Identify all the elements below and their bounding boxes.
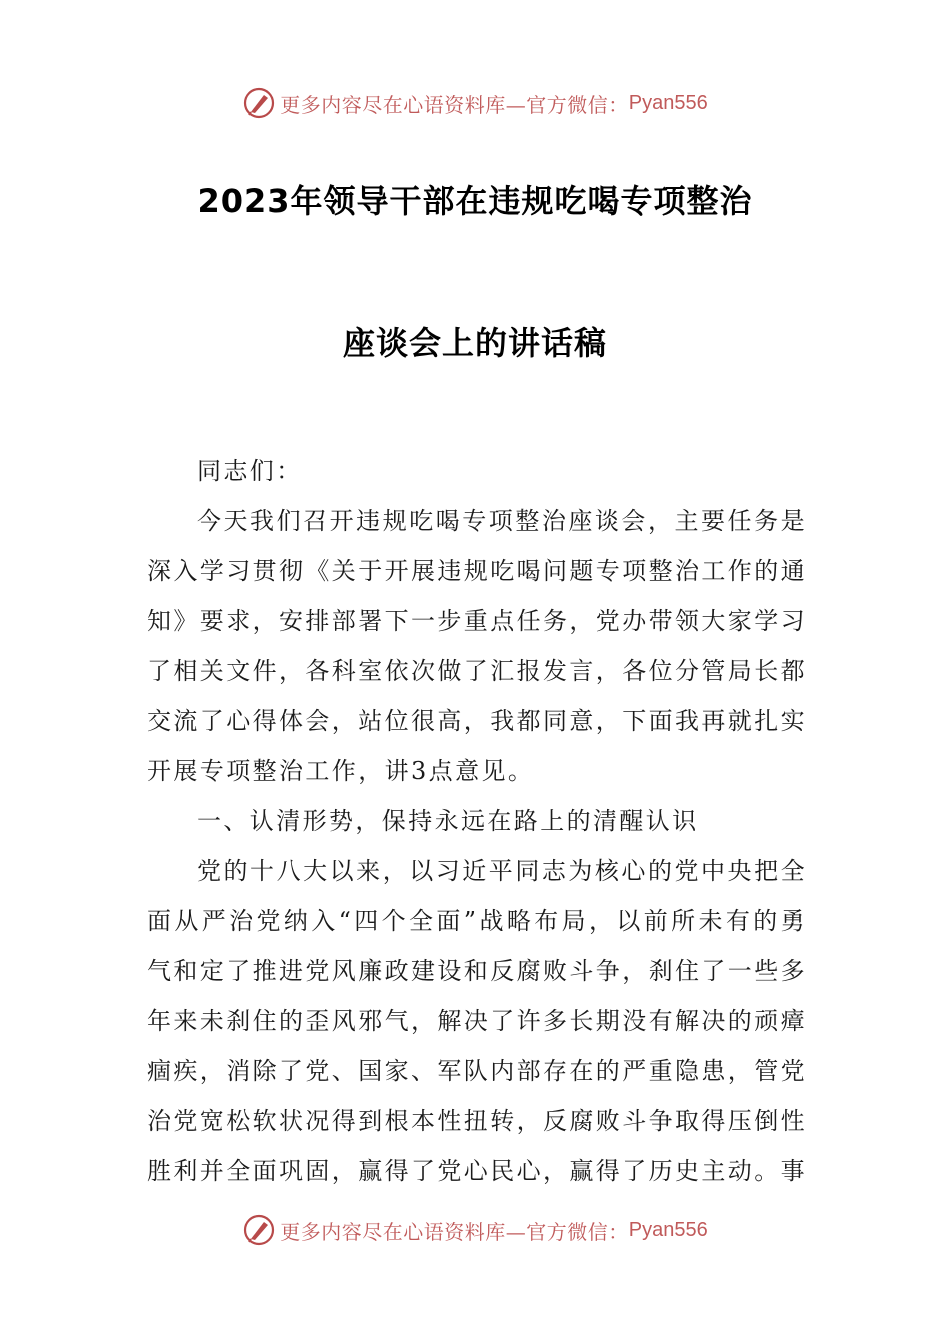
paragraph: 今天我们召开违规吃喝专项整治座谈会，主要任务是深入学习贯彻《关于开展违规吃喝问题专项整治工作的通知》要求，安排部署下一步重点任务，党办带领大家学习了相关文件，各科室依次做了汇报发言，各位分管局长都交流了心得体会，站位很高，我都同意，下面我再就扎实开展专项整治工作，讲3点意见。 xyxy=(147,507,807,785)
document-body xyxy=(147,446,807,1196)
document-title-line2: 座谈会上的讲话稿 xyxy=(342,324,607,362)
paragraph: 党的十八大以来，以习近平同志为核心的党中央把全面从严治党纳入“四个全面”战略布局，以前所未有的勇气和定了推进党风廉政建设和反腐败斗争，刹住了一些多年来未刹住的歪风邪气，解决了许多长期没有解决的顽瘴痼疾，消除了党、国家、军队内部存在的严重隐患，管党治党宽松软状况得到根本性扭转，反腐败斗争取得压倒性胜利并全面巩固，赢得了党心民心，赢得了历史主动。事 xyxy=(147,857,807,1185)
quill-logo-icon xyxy=(242,1213,276,1247)
quill-logo-icon xyxy=(242,86,276,120)
document-title-line1: 2023年领导干部在违规吃喝专项整治 xyxy=(197,182,753,220)
watermark-text: 更多内容尽在心语资料库—官方微信： xyxy=(280,1219,629,1244)
watermark-wechat-id: Pyan556 xyxy=(628,1218,708,1241)
section-heading: 一、认清形势，保持永远在路上的清醒认识 xyxy=(197,807,699,835)
watermark-header xyxy=(0,81,950,125)
watermark-text: 更多内容尽在心语资料库—官方微信： xyxy=(280,92,629,117)
watermark-wechat-id: Pyan556 xyxy=(628,91,708,114)
salutation: 同志们： xyxy=(197,457,303,485)
watermark-footer xyxy=(0,1208,950,1252)
